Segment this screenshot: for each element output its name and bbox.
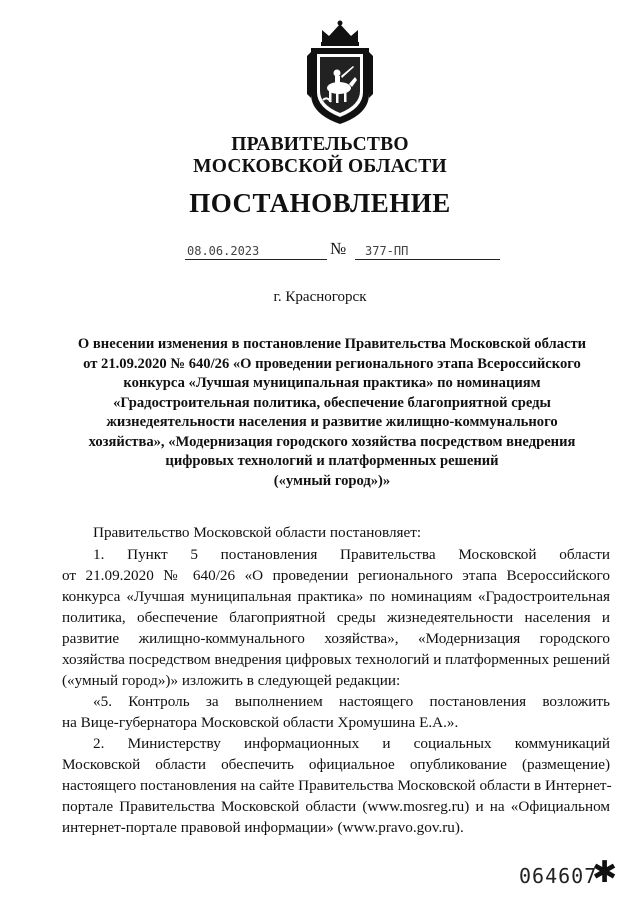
body-intro: Правительство Московской области постановляет: xyxy=(93,524,422,541)
government-name-line-2: МОСКОВСКОЙ ОБЛАСТИ xyxy=(193,156,447,177)
title-line: хозяйства», «Модернизация городского хозяйства посредством внедрения xyxy=(88,433,576,450)
title-line: О внесении изменения в постановление Правительства Московской области xyxy=(77,336,587,352)
city-line: г. Красногорск xyxy=(273,289,367,305)
body-line: 1. Пункт 5 постановления Правительства Московской области xyxy=(93,546,610,563)
body-line: от 21.09.2020 № 640/26 «О проведении регионального этапа Всероссийского xyxy=(62,567,610,584)
government-name-line-1: ПРАВИТЕЛЬСТВО xyxy=(231,134,409,155)
body-line: хозяйства посредством внедрения цифровых технологий и платформенных решений xyxy=(62,651,610,668)
title-line: жизнедеятельности населения и развитие жилищно-коммунального xyxy=(106,414,558,430)
title-line: цифровых технологий и платформенных решений xyxy=(165,453,499,469)
body-line: Московской области обеспечить официальное опубликование (размещение) xyxy=(62,756,610,773)
title-line: конкурса «Лучшая муниципальная практика» по номинациям xyxy=(123,375,541,391)
date-number-row xyxy=(185,239,495,265)
moscow-oblast-coat-of-arms-icon xyxy=(305,20,375,126)
title-line: от 21.09.2020 № 640/26 «О проведении регионального этапа Всероссийского xyxy=(83,355,581,372)
body-line: развитие жилищно-коммунального хозяйства», «Модернизация городского xyxy=(62,630,610,647)
body-line: на Вице-губернатора Московской области Хромушина Е.А.». xyxy=(62,714,459,731)
body-line: интернет-портале правовой информации» (www.pravo.gov.ru). xyxy=(62,819,464,836)
registration-code: 064607 xyxy=(519,864,598,888)
body-line: 2. Министерству информационных и социальных коммуникаций xyxy=(93,735,610,752)
document-date: 08.06.2023 xyxy=(185,243,327,260)
document-title xyxy=(62,335,602,491)
document-type-heading: ПОСТАНОВЛЕНИЕ xyxy=(189,188,451,218)
body-line: «5. Контроль за выполнением настоящего постановления возложить xyxy=(93,693,610,710)
body-line: («умный город»)» изложить в следующей редакции: xyxy=(62,672,401,689)
asterisk-mark: ✱ xyxy=(592,856,618,889)
number-sign: № xyxy=(330,239,347,258)
body-line: портале Правительства Московской области (www.mosreg.ru) и на «Официальном xyxy=(62,798,610,815)
body-line: настоящего постановления на сайте Правительства Московской области в Интернет- xyxy=(62,777,612,794)
body-line: политика, обеспечение благоприятной среды жизнедеятельности населения и xyxy=(62,609,610,626)
title-line: «Градостроительная политика, обеспечение благоприятной среды xyxy=(113,394,551,411)
title-line: («умный город»)» xyxy=(273,472,391,489)
body-line: конкурса «Лучшая муниципальная практика» по номинациям «Градостроительная xyxy=(62,588,610,605)
document-number: 377-ПП xyxy=(355,243,500,260)
